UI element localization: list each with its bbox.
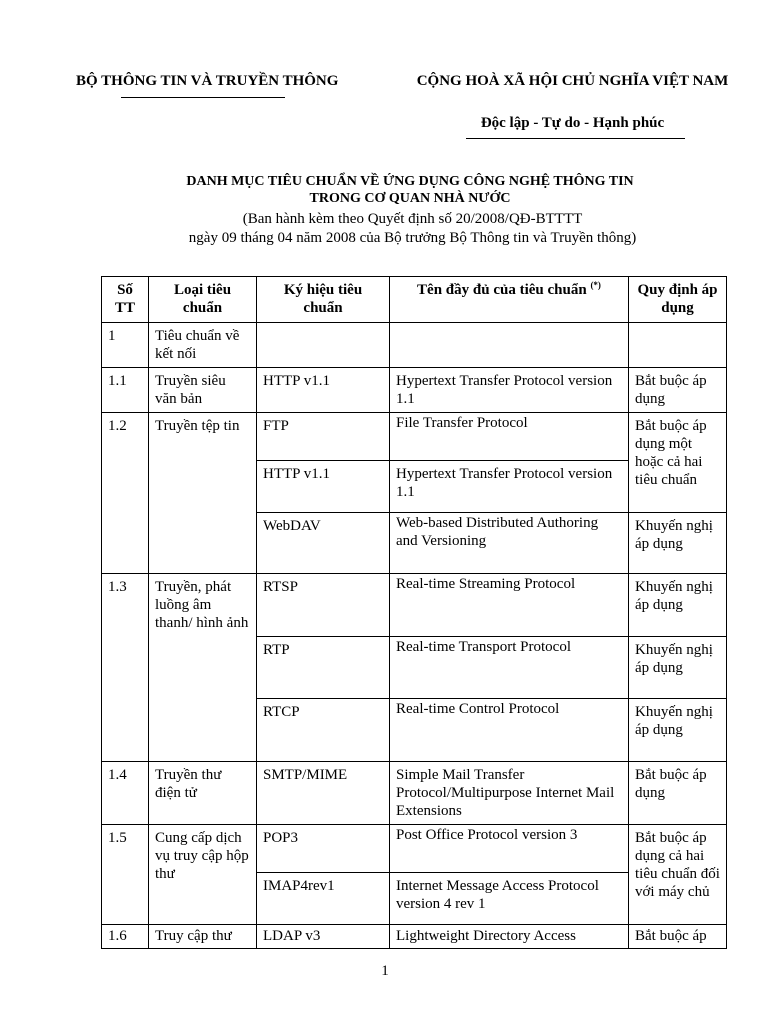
row-rule: Khuyến nghị áp dụng [629, 513, 727, 574]
issuance-note [60, 210, 765, 248]
row-type: Truyền siêu văn bản [149, 368, 257, 413]
row-fullname: Hypertext Transfer Protocol version 1.1 [390, 368, 629, 413]
row-rule: Bắt buộc áp dụng một hoặc cả hai tiêu chuẩn [629, 413, 727, 513]
row-rule: Bắt buộc áp [629, 925, 727, 949]
row-type: Cung cấp dịch vụ truy cập hộp thư [149, 825, 257, 925]
row-rule: Khuyến nghị áp dụng [629, 574, 727, 637]
row-symbol: POP3 [257, 825, 390, 873]
row-no: 1.5 [102, 825, 149, 925]
row-symbol: LDAP v3 [257, 925, 390, 949]
row-rule: Khuyến nghị áp dụng [629, 699, 727, 762]
empty-cell [390, 323, 629, 368]
row-symbol: HTTP v1.1 [257, 368, 390, 413]
table-row [102, 368, 727, 413]
header-fullname [390, 277, 629, 323]
row-fullname: Real-time Transport Protocol [390, 637, 629, 699]
row-fullname: Hypertext Transfer Protocol version 1.1 [390, 461, 629, 513]
row-fullname: Real-time Streaming Protocol [390, 574, 629, 637]
document-title [100, 173, 720, 207]
table-row [102, 825, 727, 873]
row-no: 1.1 [102, 368, 149, 413]
row-symbol: SMTP/MIME [257, 762, 390, 825]
row-symbol: RTP [257, 637, 390, 699]
row-type: Truyền tệp tin [149, 413, 257, 574]
row-fullname: Web-based Distributed Authoring and Versioning [390, 513, 629, 574]
org-underline [121, 97, 285, 98]
row-symbol: RTSP [257, 574, 390, 637]
row-type: Truyền, phát luồng âm thanh/ hình ảnh [149, 574, 257, 762]
row-fullname: File Transfer Protocol [390, 413, 629, 461]
row-no: 1.4 [102, 762, 149, 825]
row-rule: Bắt buộc áp dụng [629, 762, 727, 825]
motto-underline [466, 138, 685, 139]
issuance-line-2: ngày 09 tháng 04 năm 2008 của Bộ trưởng Bộ Thông tin và Truyền thông) [188, 230, 637, 246]
header-fullname-text: Tên đầy đủ của tiêu chuẩn [417, 282, 587, 298]
table-header-row [102, 277, 727, 323]
empty-cell [629, 323, 727, 368]
page-number: 1 [381, 963, 389, 979]
nation-name: CỘNG HOÀ XÃ HỘI CHỦ NGHĨA VIỆT NAM [416, 73, 729, 89]
title-line-2: TRONG CƠ QUAN NHÀ NƯỚC [309, 191, 511, 206]
table-row [102, 323, 727, 368]
table-row [102, 925, 727, 949]
header-no: Số TT [102, 277, 149, 323]
row-fullname: Real-time Control Protocol [390, 699, 629, 762]
row-type: Truyền thư điện tử [149, 762, 257, 825]
row-rule: Khuyến nghị áp dụng [629, 637, 727, 699]
table-row [102, 762, 727, 825]
org-name: BỘ THÔNG TIN VÀ TRUYỀN THÔNG [76, 73, 339, 89]
row-rule: Bắt buộc áp dụng [629, 368, 727, 413]
issuance-line-1: (Ban hành kèm theo Quyết định số 20/2008/QĐ-BTTTT [242, 211, 583, 227]
row-fullname: Lightweight Directory Access [390, 925, 629, 949]
row-symbol: IMAP4rev1 [257, 873, 390, 925]
row-fullname: Internet Message Access Protocol version 4 rev 1 [390, 873, 629, 925]
group-type: Tiêu chuẩn về kết nối [149, 323, 257, 368]
table-row [102, 574, 727, 637]
row-symbol: HTTP v1.1 [257, 461, 390, 513]
group-no: 1 [102, 323, 149, 368]
row-fullname: Post Office Protocol version 3 [390, 825, 629, 873]
row-fullname: Simple Mail Transfer Protocol/Multipurpose Internet Mail Extensions [390, 762, 629, 825]
row-symbol: FTP [257, 413, 390, 461]
table-row [102, 413, 727, 461]
title-line-1: DANH MỤC TIÊU CHUẨN VỀ ỨNG DỤNG CÔNG NGHỆ THÔNG TIN [186, 174, 634, 189]
national-motto: Độc lập - Tự do - Hạnh phúc [480, 115, 665, 131]
header-fullname-note: (*) [590, 280, 601, 290]
row-symbol: RTCP [257, 699, 390, 762]
row-type: Truy cập thư [149, 925, 257, 949]
header-rule: Quy định áp dụng [629, 277, 727, 323]
empty-cell [257, 323, 390, 368]
row-no: 1.3 [102, 574, 149, 762]
row-no: 1.6 [102, 925, 149, 949]
header-type: Loại tiêu chuẩn [149, 277, 257, 323]
row-rule: Bắt buộc áp dụng cả hai tiêu chuẩn đối với máy chủ [629, 825, 727, 925]
header-symbol: Ký hiệu tiêu chuẩn [257, 277, 390, 323]
row-no: 1.2 [102, 413, 149, 574]
standards-table [101, 276, 727, 949]
row-symbol: WebDAV [257, 513, 390, 574]
